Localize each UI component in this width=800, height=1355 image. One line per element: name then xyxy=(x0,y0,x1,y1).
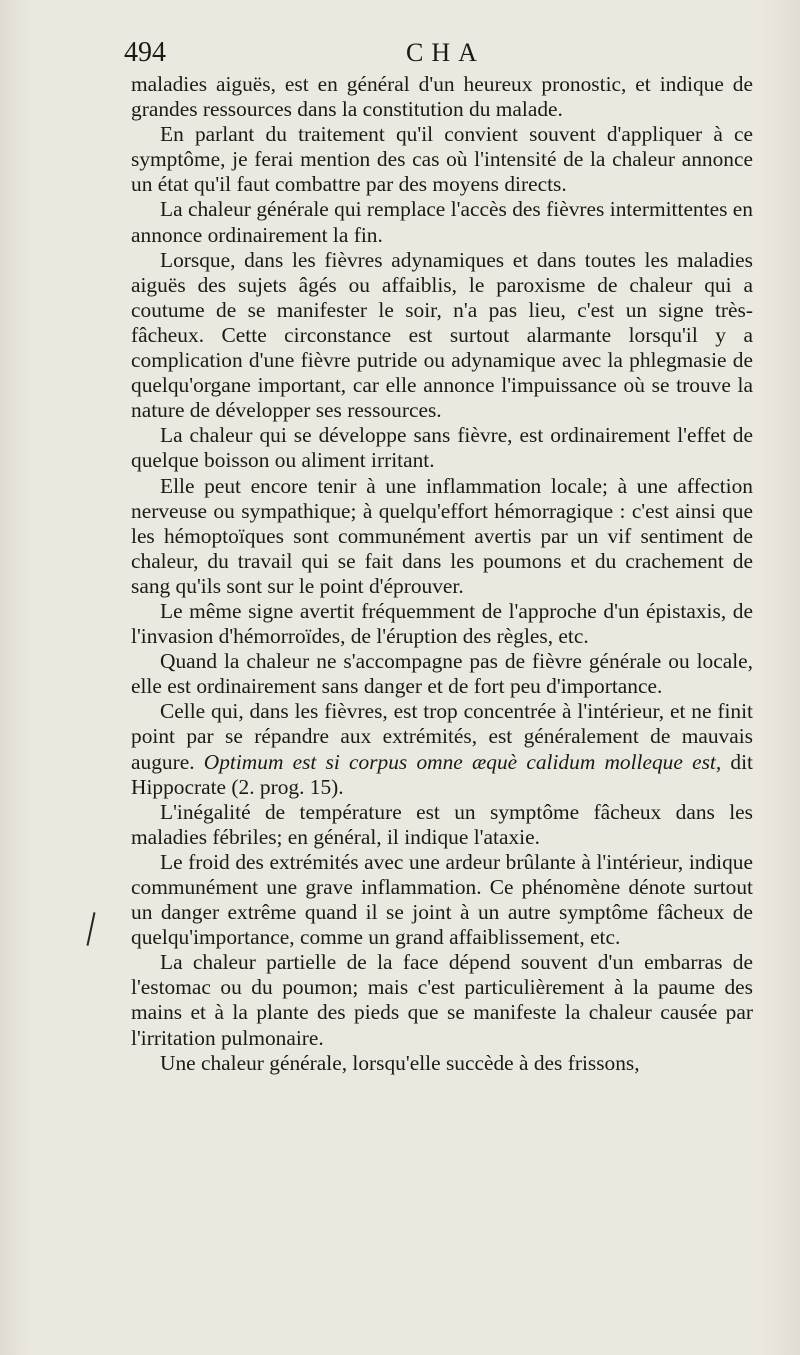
paragraph: Une chaleur générale, lorsqu'elle succède à des frissons, xyxy=(160,1050,640,1075)
margin-pencil-mark xyxy=(86,912,95,946)
paragraph: L'inégalité de température est un symptôme fâcheux dans les maladies fébriles; en général, il indique l'ataxie. xyxy=(131,799,753,849)
paragraph: La chaleur qui se développe sans fièvre, est ordinairement l'effet de quelque boisson ou aliment irritant. xyxy=(131,423,753,473)
paragraph: En parlant du traitement qu'il convient souvent d'appliquer à ce symptôme, je ferai mention des cas où l'intensité de la chaleur annonce un état qu'il faut combattre par des moyens directs. xyxy=(131,122,753,197)
paragraph-text: Celle qui, dans les fièvres, est trop concentrée à l'intérieur, et ne finit point par se répandre aux extrémités, est généralement de mauvais augure. xyxy=(131,699,753,774)
body-text xyxy=(131,72,753,1076)
paragraph: Elle peut encore tenir à une inflammation locale; à une affection nerveuse ou sympathique; à quelqu'effort hémorragique : c'est ainsi que les hémoptoïques sont communément avertis par un vif sentiment de chaleur, du travail qui se fait dans les poumons et du crachement de sang qu'ils sont sur le point d'éprouver. xyxy=(131,473,753,598)
paragraph: Le froid des extrémités avec une ardeur brûlante à l'intérieur, indique communément une grave inflammation. Ce phénomène dénote surtout un danger extrême quand il se joint à un autre symptôme fâcheux de quelqu'importance, comme un grand affaiblissement, etc. xyxy=(131,849,753,950)
page-number: 494 xyxy=(124,37,166,68)
running-head: CHA xyxy=(406,38,485,67)
latin-quote: Optimum est si corpus omne æquè calidum molleque est, xyxy=(203,749,722,774)
paragraph: Le même signe avertit fréquemment de l'approche d'un épistaxis, de l'invasion d'hémorroïdes, de l'éruption des règles, etc. xyxy=(131,598,753,649)
paragraph: Lorsque, dans les fièvres adynamiques et dans toutes les maladies aiguës des sujets âgés ou affaiblis, le paroxisme de chaleur qui a coutume de se manifester le soir, n'a pas lieu, c'est un signe très-fâcheux. Cette circonstance est surtout alarmante lorsqu'il y a complication d'une fièvre putride ou adynamique avec la phlegmasie de quelqu'organe important, car elle annonce l'impuissance où se trouve la nature de développer ses ressources. xyxy=(131,247,753,423)
paragraph: maladies aiguës, est en général d'un heureux pronostic, et indique de grandes ressources dans la constitution du malade. xyxy=(131,72,753,122)
paragraph: Quand la chaleur ne s'accompagne pas de fièvre générale ou locale, elle est ordinairement sans danger et de fort peu d'importance. xyxy=(131,649,753,699)
paragraph: La chaleur partielle de la face dépend souvent d'un embarras de l'estomac ou du poumon; mais c'est particulièrement à la paume des mains et à la plante des pieds que se manifeste la chaleur causée par l'irritation pulmonaire. xyxy=(131,950,753,1050)
page-header xyxy=(124,34,754,72)
paragraph: La chaleur générale qui remplace l'accès des fièvres intermittentes en annonce ordinairement la fin. xyxy=(131,197,753,247)
paragraph-text: dit Hippocrate (2. prog. 15). xyxy=(131,749,754,799)
paragraph-with-quote xyxy=(131,699,753,799)
